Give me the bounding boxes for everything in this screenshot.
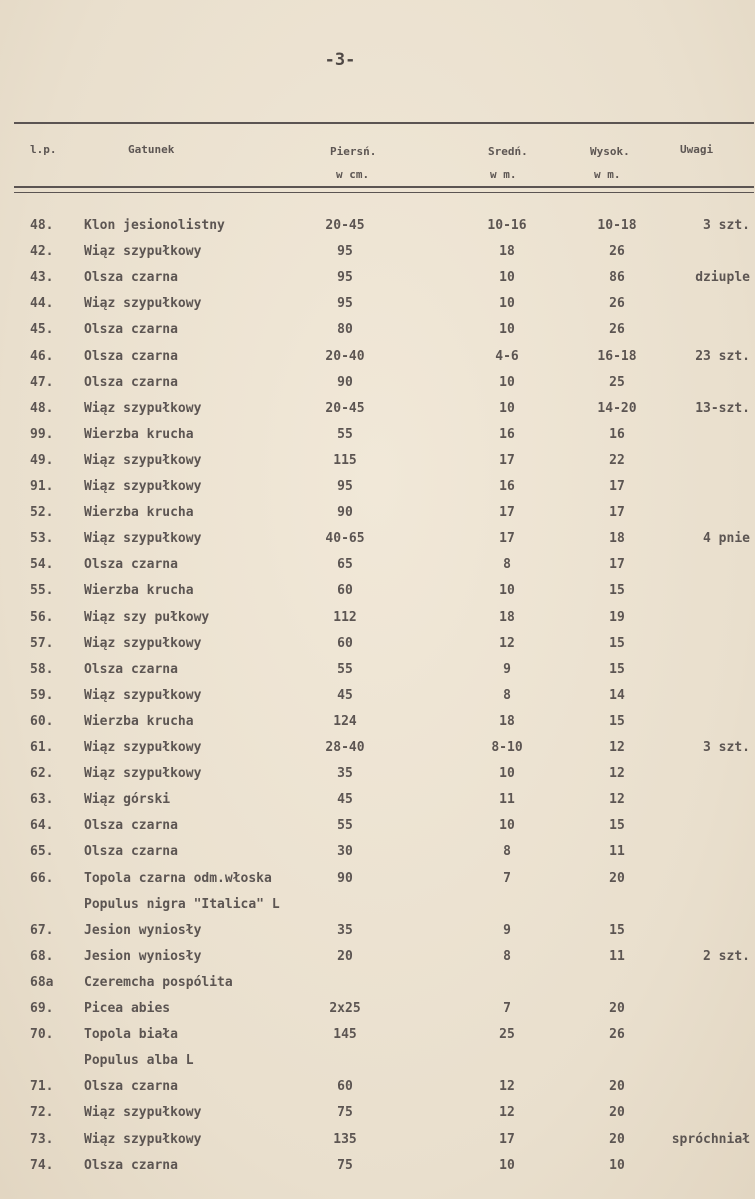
row-uwagi: 3 szt. bbox=[703, 740, 750, 755]
row-wysokosc: 15 bbox=[609, 714, 625, 729]
row-srednica-korony: 25 bbox=[499, 1027, 515, 1042]
row-piersnica: 95 bbox=[337, 296, 353, 311]
table-row bbox=[0, 792, 755, 818]
row-srednica-korony: 12 bbox=[499, 636, 515, 651]
row-uwagi: 13-szt. bbox=[695, 401, 750, 416]
row-wysokosc: 15 bbox=[609, 662, 625, 677]
row-gatunek: Czeremcha pospólita bbox=[84, 975, 233, 990]
header-wysok-unit: w m. bbox=[594, 168, 621, 181]
row-srednica-korony: 17 bbox=[499, 505, 515, 520]
row-piersnica: 35 bbox=[337, 766, 353, 781]
row-wysokosc: 18 bbox=[609, 531, 625, 546]
row-srednica-korony: 9 bbox=[503, 923, 511, 938]
row-lp: 52. bbox=[30, 505, 54, 520]
row-lp: 68a bbox=[30, 975, 54, 990]
row-piersnica: 145 bbox=[333, 1027, 357, 1042]
row-piersnica: 60 bbox=[337, 1079, 353, 1094]
row-lp: 71. bbox=[30, 1079, 54, 1094]
row-srednica-korony: 8-10 bbox=[491, 740, 523, 755]
row-srednica-korony: 18 bbox=[499, 244, 515, 259]
row-lp: 68. bbox=[30, 949, 54, 964]
page-number: -3- bbox=[324, 50, 356, 70]
row-wysokosc: 12 bbox=[609, 766, 625, 781]
row-piersnica: 95 bbox=[337, 244, 353, 259]
row-wysokosc: 11 bbox=[609, 844, 625, 859]
header-lp: l.p. bbox=[30, 143, 57, 156]
row-uwagi: 3 szt. bbox=[703, 218, 750, 233]
row-srednica-korony: 7 bbox=[503, 871, 511, 886]
header-bottom-rule bbox=[14, 186, 754, 188]
table-row bbox=[0, 401, 755, 427]
row-uwagi: 23 szt. bbox=[695, 349, 750, 364]
header-piersn: Piersń. bbox=[330, 145, 377, 158]
row-lp: 55. bbox=[30, 583, 54, 598]
row-srednica-korony: 8 bbox=[503, 557, 511, 572]
row-lp: 54. bbox=[30, 557, 54, 572]
row-lp: 74. bbox=[30, 1158, 54, 1173]
row-lp: 46. bbox=[30, 349, 54, 364]
row-wysokosc: 14 bbox=[609, 688, 625, 703]
row-lp: 59. bbox=[30, 688, 54, 703]
row-wysokosc: 20 bbox=[609, 1105, 625, 1120]
row-gatunek: Picea abies bbox=[84, 1001, 171, 1016]
row-piersnica: 112 bbox=[333, 610, 357, 625]
row-piersnica: 20-45 bbox=[325, 401, 365, 416]
row-wysokosc: 86 bbox=[609, 270, 625, 285]
row-wysokosc: 16 bbox=[609, 427, 625, 442]
row-gatunek: Wiąz szypułkowy bbox=[84, 479, 202, 494]
row-wysokosc: 11 bbox=[609, 949, 625, 964]
table-row bbox=[0, 583, 755, 609]
row-uwagi: dziuple bbox=[695, 270, 750, 285]
row-srednica-korony: 17 bbox=[499, 1132, 515, 1147]
row-srednica-korony: 10 bbox=[499, 375, 515, 390]
row-lp: 91. bbox=[30, 479, 54, 494]
row-srednica-korony: 16 bbox=[499, 427, 515, 442]
table-row bbox=[0, 244, 755, 270]
row-gatunek: Olsza czarna bbox=[84, 1158, 178, 1173]
row-gatunek: Wiąz szypułkowy bbox=[84, 296, 202, 311]
row-gatunek: Olsza czarna bbox=[84, 844, 178, 859]
row-lp: 56. bbox=[30, 610, 54, 625]
header-sredn: Sredń. bbox=[488, 145, 528, 158]
row-gatunek: Wierzba krucha bbox=[84, 427, 194, 442]
row-lp: 61. bbox=[30, 740, 54, 755]
row-piersnica: 115 bbox=[333, 453, 357, 468]
row-piersnica: 55 bbox=[337, 818, 353, 833]
row-srednica-korony: 9 bbox=[503, 662, 511, 677]
table-row bbox=[0, 897, 755, 923]
table-row bbox=[0, 557, 755, 583]
table-row bbox=[0, 453, 755, 479]
table-row bbox=[0, 923, 755, 949]
table-row bbox=[0, 844, 755, 870]
row-piersnica: 40-65 bbox=[325, 531, 365, 546]
row-gatunek: Klon jesionolistny bbox=[84, 218, 225, 233]
row-lp: 63. bbox=[30, 792, 54, 807]
row-gatunek: Jesion wyniosły bbox=[84, 949, 202, 964]
row-piersnica: 95 bbox=[337, 270, 353, 285]
row-gatunek: Topola biała bbox=[84, 1027, 178, 1042]
row-lp: 64. bbox=[30, 818, 54, 833]
row-lp: 65. bbox=[30, 844, 54, 859]
row-piersnica: 35 bbox=[337, 923, 353, 938]
row-srednica-korony: 12 bbox=[499, 1079, 515, 1094]
row-uwagi: spróchniał bbox=[671, 1132, 750, 1147]
row-uwagi: 4 pnie bbox=[703, 531, 750, 546]
table-row bbox=[0, 1027, 755, 1053]
row-gatunek: Wiąz szypułkowy bbox=[84, 453, 202, 468]
row-lp: 60. bbox=[30, 714, 54, 729]
row-srednica-korony: 8 bbox=[503, 688, 511, 703]
table-row bbox=[0, 1079, 755, 1105]
table-row bbox=[0, 322, 755, 348]
row-gatunek: Populus alba L bbox=[84, 1053, 194, 1068]
header-gatunek: Gatunek bbox=[128, 143, 175, 156]
header-uwagi: Uwagi bbox=[680, 143, 714, 156]
row-piersnica: 65 bbox=[337, 557, 353, 572]
table-row bbox=[0, 349, 755, 375]
row-piersnica: 60 bbox=[337, 583, 353, 598]
row-gatunek: Olsza czarna bbox=[84, 375, 178, 390]
row-lp: 72. bbox=[30, 1105, 54, 1120]
row-wysokosc: 15 bbox=[609, 923, 625, 938]
row-piersnica: 45 bbox=[337, 688, 353, 703]
row-piersnica: 135 bbox=[333, 1132, 357, 1147]
table-row bbox=[0, 610, 755, 636]
row-piersnica: 55 bbox=[337, 662, 353, 677]
table-row bbox=[0, 1132, 755, 1158]
row-wysokosc: 26 bbox=[609, 244, 625, 259]
row-gatunek: Wiąz szypułkowy bbox=[84, 636, 202, 651]
row-piersnica: 60 bbox=[337, 636, 353, 651]
row-srednica-korony: 10 bbox=[499, 270, 515, 285]
row-lp: 43. bbox=[30, 270, 54, 285]
row-wysokosc: 19 bbox=[609, 610, 625, 625]
row-piersnica: 124 bbox=[333, 714, 357, 729]
row-wysokosc: 17 bbox=[609, 557, 625, 572]
table-row bbox=[0, 766, 755, 792]
row-piersnica: 75 bbox=[337, 1158, 353, 1173]
table-row bbox=[0, 818, 755, 844]
row-piersnica: 75 bbox=[337, 1105, 353, 1120]
row-srednica-korony: 17 bbox=[499, 531, 515, 546]
row-wysokosc: 26 bbox=[609, 296, 625, 311]
row-srednica-korony: 10 bbox=[499, 818, 515, 833]
row-srednica-korony: 12 bbox=[499, 1105, 515, 1120]
row-piersnica: 95 bbox=[337, 479, 353, 494]
row-piersnica: 45 bbox=[337, 792, 353, 807]
row-srednica-korony: 17 bbox=[499, 453, 515, 468]
table-row bbox=[0, 662, 755, 688]
row-srednica-korony: 8 bbox=[503, 844, 511, 859]
table-row bbox=[0, 218, 755, 244]
row-gatunek: Wierzba krucha bbox=[84, 583, 194, 598]
row-gatunek: Wiąz szypułkowy bbox=[84, 1132, 202, 1147]
table-row bbox=[0, 975, 755, 1001]
table-row bbox=[0, 296, 755, 322]
row-lp: 48. bbox=[30, 218, 54, 233]
header-piersn-unit: w cm. bbox=[336, 168, 370, 181]
row-gatunek: Wiąz szypułkowy bbox=[84, 740, 202, 755]
row-wysokosc: 26 bbox=[609, 1027, 625, 1042]
row-gatunek: Wiąz szy pułkowy bbox=[84, 610, 210, 625]
row-wysokosc: 10-18 bbox=[597, 218, 637, 233]
table-row bbox=[0, 714, 755, 740]
row-srednica-korony: 10 bbox=[499, 1158, 515, 1173]
row-gatunek: Wiąz szypułkowy bbox=[84, 401, 202, 416]
row-srednica-korony: 10 bbox=[499, 766, 515, 781]
row-piersnica: 20-40 bbox=[325, 349, 365, 364]
row-gatunek: Wiąz szypułkowy bbox=[84, 766, 202, 781]
row-lp: 49. bbox=[30, 453, 54, 468]
row-wysokosc: 20 bbox=[609, 1132, 625, 1147]
row-srednica-korony: 10 bbox=[499, 322, 515, 337]
row-lp: 66. bbox=[30, 871, 54, 886]
row-gatunek: Wiąz górski bbox=[84, 792, 171, 807]
table-row bbox=[0, 531, 755, 557]
row-piersnica: 90 bbox=[337, 505, 353, 520]
row-piersnica: 90 bbox=[337, 375, 353, 390]
row-wysokosc: 20 bbox=[609, 1001, 625, 1016]
row-srednica-korony: 10 bbox=[499, 296, 515, 311]
row-srednica-korony: 8 bbox=[503, 949, 511, 964]
row-wysokosc: 12 bbox=[609, 740, 625, 755]
row-gatunek: Olsza czarna bbox=[84, 557, 178, 572]
row-wysokosc: 26 bbox=[609, 322, 625, 337]
row-gatunek: Wierzba krucha bbox=[84, 505, 194, 520]
row-lp: 69. bbox=[30, 1001, 54, 1016]
row-srednica-korony: 7 bbox=[503, 1001, 511, 1016]
row-wysokosc: 25 bbox=[609, 375, 625, 390]
row-uwagi: 2 szt. bbox=[703, 949, 750, 964]
row-lp: 58. bbox=[30, 662, 54, 677]
row-gatunek: Olsza czarna bbox=[84, 1079, 178, 1094]
row-lp: 47. bbox=[30, 375, 54, 390]
row-lp: 70. bbox=[30, 1027, 54, 1042]
row-wysokosc: 10 bbox=[609, 1158, 625, 1173]
row-wysokosc: 16-18 bbox=[597, 349, 637, 364]
row-piersnica: 2x25 bbox=[329, 1001, 361, 1016]
row-gatunek: Jesion wyniosły bbox=[84, 923, 202, 938]
table-row bbox=[0, 871, 755, 897]
row-lp: 45. bbox=[30, 322, 54, 337]
table-row bbox=[0, 949, 755, 975]
table-row bbox=[0, 375, 755, 401]
row-piersnica: 80 bbox=[337, 322, 353, 337]
row-srednica-korony: 16 bbox=[499, 479, 515, 494]
row-gatunek: Topola czarna odm.włoska bbox=[84, 871, 272, 886]
row-wysokosc: 14-20 bbox=[597, 401, 637, 416]
table-row bbox=[0, 740, 755, 766]
row-piersnica: 20 bbox=[337, 949, 353, 964]
row-lp: 48. bbox=[30, 401, 54, 416]
row-gatunek: Wierzba krucha bbox=[84, 714, 194, 729]
row-piersnica: 90 bbox=[337, 871, 353, 886]
row-wysokosc: 15 bbox=[609, 583, 625, 598]
row-gatunek: Olsza czarna bbox=[84, 818, 178, 833]
row-lp: 99. bbox=[30, 427, 54, 442]
header-wysok: Wysok. bbox=[590, 145, 630, 158]
header-sredn-unit: w m. bbox=[490, 168, 517, 181]
row-srednica-korony: 4-6 bbox=[495, 349, 519, 364]
row-srednica-korony: 10-16 bbox=[487, 218, 527, 233]
row-wysokosc: 20 bbox=[609, 1079, 625, 1094]
table-row bbox=[0, 1053, 755, 1079]
row-gatunek: Olsza czarna bbox=[84, 349, 178, 364]
row-wysokosc: 15 bbox=[609, 636, 625, 651]
row-srednica-korony: 11 bbox=[499, 792, 515, 807]
table-row bbox=[0, 636, 755, 662]
table-row bbox=[0, 1105, 755, 1131]
row-lp: 62. bbox=[30, 766, 54, 781]
table-row bbox=[0, 270, 755, 296]
row-srednica-korony: 18 bbox=[499, 714, 515, 729]
row-gatunek: Populus nigra "Italica" L bbox=[84, 897, 280, 912]
row-lp: 67. bbox=[30, 923, 54, 938]
row-wysokosc: 12 bbox=[609, 792, 625, 807]
row-gatunek: Wiąz szypułkowy bbox=[84, 1105, 202, 1120]
header-bottom-rule-thin bbox=[14, 192, 754, 193]
table-row bbox=[0, 505, 755, 531]
row-gatunek: Wiąz szypułkowy bbox=[84, 531, 202, 546]
row-wysokosc: 22 bbox=[609, 453, 625, 468]
row-piersnica: 30 bbox=[337, 844, 353, 859]
row-lp: 57. bbox=[30, 636, 54, 651]
row-piersnica: 55 bbox=[337, 427, 353, 442]
row-lp: 44. bbox=[30, 296, 54, 311]
table-row bbox=[0, 1158, 755, 1184]
row-gatunek: Wiąz szypułkowy bbox=[84, 688, 202, 703]
row-lp: 73. bbox=[30, 1132, 54, 1147]
row-lp: 42. bbox=[30, 244, 54, 259]
row-srednica-korony: 18 bbox=[499, 610, 515, 625]
row-gatunek: Olsza czarna bbox=[84, 322, 178, 337]
table-row bbox=[0, 479, 755, 505]
row-wysokosc: 20 bbox=[609, 871, 625, 886]
table-row bbox=[0, 688, 755, 714]
row-gatunek: Olsza czarna bbox=[84, 662, 178, 677]
row-gatunek: Olsza czarna bbox=[84, 270, 178, 285]
row-srednica-korony: 10 bbox=[499, 401, 515, 416]
row-wysokosc: 17 bbox=[609, 505, 625, 520]
row-wysokosc: 15 bbox=[609, 818, 625, 833]
header-top-rule bbox=[14, 122, 754, 124]
row-wysokosc: 17 bbox=[609, 479, 625, 494]
row-srednica-korony: 10 bbox=[499, 583, 515, 598]
table-row bbox=[0, 427, 755, 453]
row-piersnica: 20-45 bbox=[325, 218, 365, 233]
row-lp: 53. bbox=[30, 531, 54, 546]
row-gatunek: Wiąz szypułkowy bbox=[84, 244, 202, 259]
table-row bbox=[0, 1001, 755, 1027]
row-piersnica: 28-40 bbox=[325, 740, 365, 755]
